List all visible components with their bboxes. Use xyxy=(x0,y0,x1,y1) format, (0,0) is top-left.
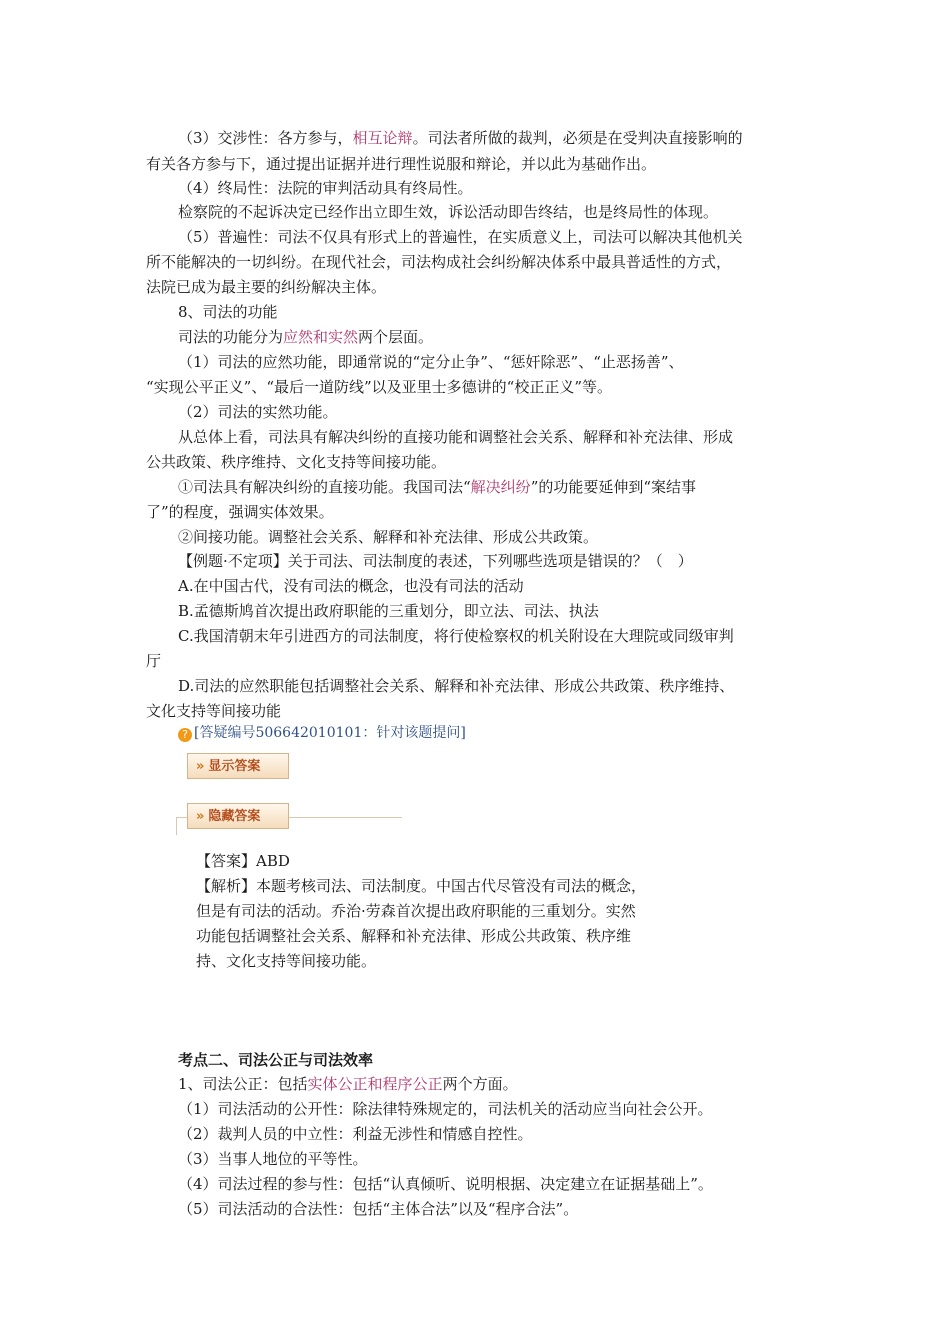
section-title: 考点二、司法公正与司法效率 xyxy=(178,1051,374,1069)
text-line: （4）司法过程的参与性：包括“认真倾听、说明根据、决定建立在证据基础上”。 xyxy=(178,1175,713,1193)
text-line: 从总体上看，司法具有解决纠纷的直接功能和调整社会关系、解释和补充法律、形成 xyxy=(178,428,734,446)
option-b: B.孟德斯鸠首次提出政府职能的三重划分，即立法、司法、执法 xyxy=(178,602,599,620)
section-heading: 8、司法的功能 xyxy=(178,303,278,321)
double-chevron-up-icon: » xyxy=(196,809,205,824)
para-justice xyxy=(178,1072,518,1096)
highlight-text: 应然和实然 xyxy=(283,328,359,346)
text-line: （5）司法活动的合法性：包括“主体合法”以及“程序合法”。 xyxy=(178,1200,579,1218)
text-line: 有关各方参与下，通过提出证据并进行理性说服和辩论，并以此为基础作出。 xyxy=(146,155,657,173)
text: 1、司法公正：包括 xyxy=(178,1075,308,1093)
question-link-text[interactable]: [答疑编号506642010101：针对该题提问] xyxy=(194,725,466,741)
analysis-line: 持、文化支持等间接功能。 xyxy=(196,952,377,970)
text-line: （4）终局性：法院的审判活动具有终局性。 xyxy=(178,179,473,197)
text-line: 所不能解决的一切纠纷。在现代社会，司法构成社会纠纷解决体系中最具普适性的方式， xyxy=(146,253,732,271)
text: ”的功能要延伸到“案结事 xyxy=(530,478,697,496)
text: ①司法具有解决纠纷的直接功能。我国司法“ xyxy=(178,478,471,496)
text-line: “实现公平正义”、“最后一道防线”以及亚里士多德讲的“校正正义”等。 xyxy=(146,378,613,396)
text: （3）交涉性：各方参与， xyxy=(178,129,353,147)
text-line: 检察院的不起诉决定已经作出立即生效，诉讼活动即告终结，也是终局性的体现。 xyxy=(178,203,719,221)
text-line: 法院已成为最主要的纠纷解决主体。 xyxy=(146,278,387,296)
para-interactivity xyxy=(178,126,743,150)
answer-frame-left xyxy=(176,817,177,835)
option-d: D.司法的应然职能包括调整社会关系、解释和补充法律、形成公共政策、秩序维持、 xyxy=(178,677,735,695)
text: 。司法者所做的裁判，必须是在受判决直接影响的 xyxy=(412,129,743,147)
text-line: （1）司法的应然功能，即通常说的“定分止争”、“惩奸除恶”、“止恶扬善”、 xyxy=(178,353,684,371)
highlight-text: 实体公正和程序公正 xyxy=(307,1075,443,1093)
option-c: C.我国清朝末年引进西方的司法制度，将行使检察权的机关附设在大理院或同级审判 xyxy=(178,627,734,645)
double-chevron-right-icon: » xyxy=(196,759,205,774)
option-d-cont: 文化支持等间接功能 xyxy=(146,702,282,720)
question-link[interactable] xyxy=(178,720,466,745)
analysis-line: 【解析】本题考核司法、司法制度。中国古代尽管没有司法的概念， xyxy=(196,877,647,895)
highlight-text: 解决纠纷 xyxy=(470,478,531,496)
text: 司法的功能分为 xyxy=(178,328,284,346)
para-function-levels xyxy=(178,325,433,349)
show-answer-label: 显示答案 xyxy=(208,759,261,774)
analysis-line: 功能包括调整社会关系、解释和补充法律、形成公共政策、秩序维 xyxy=(196,927,632,945)
highlight-text: 相互论辩 xyxy=(352,129,413,147)
text: 两个方面。 xyxy=(442,1075,518,1093)
text-line: （3）当事人地位的平等性。 xyxy=(178,1150,368,1168)
text-line: （5）普遍性：司法不仅具有形式上的普遍性，在实质意义上，司法可以解决其他机关 xyxy=(178,228,743,246)
text-line: 了”的程度，强调实体效果。 xyxy=(146,503,334,521)
option-c-cont: 厅 xyxy=(146,652,162,670)
text-line: （1）司法活动的公开性：除法律特殊规定的，司法机关的活动应当向社会公开。 xyxy=(178,1100,713,1118)
text-line: 公共政策、秩序维持、文化支持等间接功能。 xyxy=(146,453,447,471)
text-line: （2）裁判人员的中立性：利益无涉性和情感自控性。 xyxy=(178,1125,533,1143)
hide-answer-button[interactable] xyxy=(187,803,289,829)
question-stem: 【例题·不定项】关于司法、司法制度的表述，下列哪些选项是错误的？（ ） xyxy=(178,552,693,570)
text-line: ②间接功能。调整社会关系、解释和补充法律、形成公共政策。 xyxy=(178,528,599,546)
show-answer-button[interactable] xyxy=(187,753,289,779)
text-line: （2）司法的实然功能。 xyxy=(178,403,338,421)
hide-answer-label: 隐藏答案 xyxy=(208,809,261,824)
answer-text: 【答案】ABD xyxy=(196,852,290,870)
text: 两个层面。 xyxy=(358,328,434,346)
para-direct-function xyxy=(178,475,696,499)
question-icon: ? xyxy=(178,728,192,742)
analysis-line: 但是有司法的活动。乔治·劳森首次提出政府职能的三重划分。实然 xyxy=(196,902,636,920)
option-a: A.在中国古代，没有司法的概念，也没有司法的活动 xyxy=(178,577,524,595)
